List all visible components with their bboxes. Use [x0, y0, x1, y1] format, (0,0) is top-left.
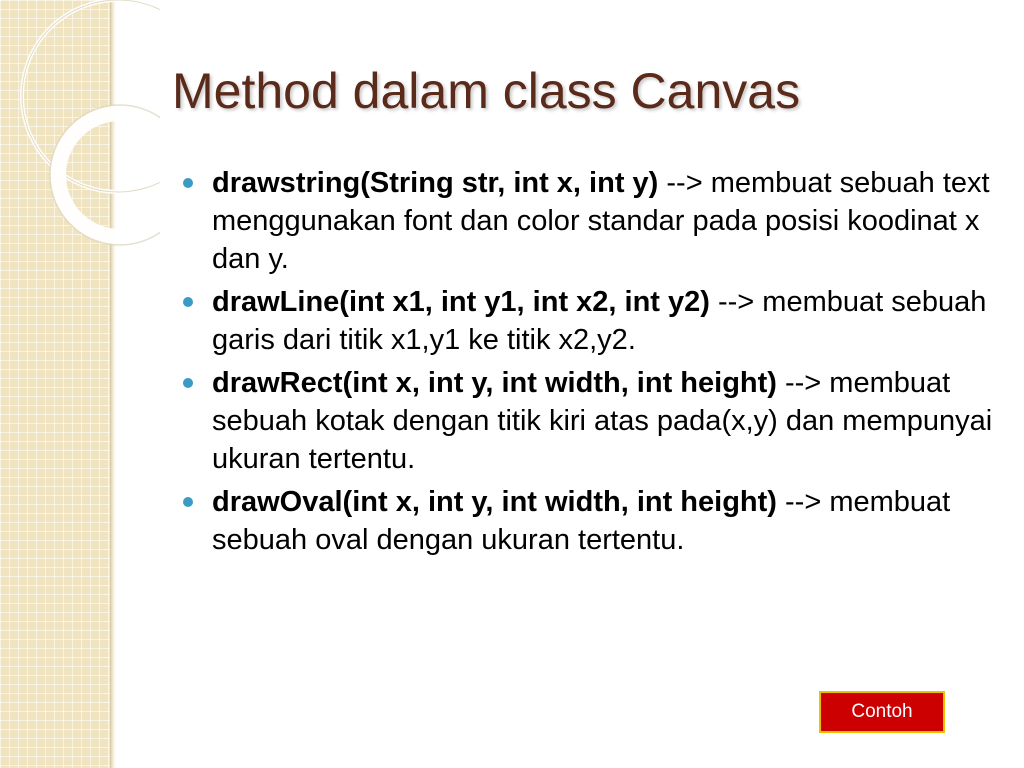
bullet-icon — [183, 178, 193, 188]
list-item — [212, 283, 1002, 359]
method-description: --> membuat sebuah kotak dengan titik kiri atas pada(x,y) dan mempunyai ukuran tertentu. — [212, 367, 993, 475]
list-item — [212, 483, 1002, 559]
contoh-button[interactable]: Contoh — [819, 691, 945, 733]
method-signature: drawOval(int x, int y, int width, int height) — [212, 486, 777, 518]
method-list — [212, 164, 1002, 564]
slide-title: Method dalam class Canvas — [172, 63, 801, 119]
bullet-icon — [183, 378, 193, 388]
method-description: --> membuat sebuah garis dari titik x1,y1 ke titik x2,y2. — [212, 286, 987, 356]
method-description: --> membuat sebuah oval dengan ukuran tertentu. — [212, 486, 951, 556]
decorative-circles — [0, 0, 160, 260]
list-item — [212, 164, 1002, 278]
method-description: --> membuat sebuah text menggunakan font dan color standar pada posisi koodinat x dan y. — [212, 167, 990, 275]
method-signature: drawstring(String str, int x, int y) — [212, 167, 659, 199]
method-signature: drawLine(int x1, int y1, int x2, int y2) — [212, 286, 710, 318]
bullet-icon — [183, 497, 193, 507]
method-signature: drawRect(int x, int y, int width, int height) — [212, 367, 777, 399]
list-item — [212, 364, 1002, 478]
decorative-ring-large — [22, 0, 160, 192]
bullet-icon — [183, 297, 193, 307]
decorative-ring-large-shadow — [22, 0, 160, 192]
decorative-ring-small — [58, 113, 160, 237]
